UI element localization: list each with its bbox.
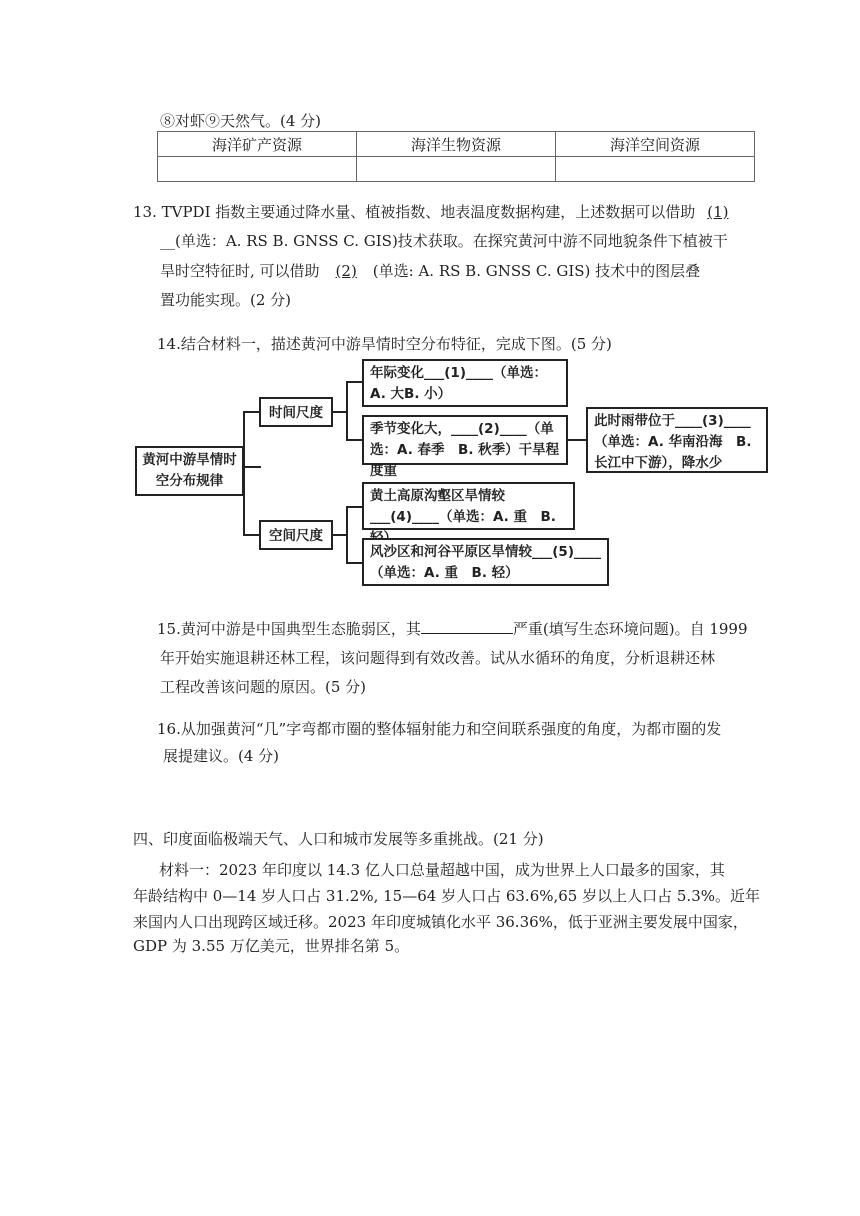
q15-line3: 工程改善该问题的原因。(5 分) <box>160 678 367 696</box>
connector-line <box>346 506 348 564</box>
q13-line3 <box>160 260 700 281</box>
diagram-time-scale: 时间尺度 <box>259 397 333 427</box>
connector-line <box>243 534 260 536</box>
q13-blank-2[interactable]: (2) <box>335 262 357 280</box>
q15-line1 <box>157 618 748 639</box>
q13-line4: 置功能实现。(2 分) <box>160 291 292 309</box>
q15-line2: 年开始实施退耕还林工程，该问题得到有效改善。试从水循环的角度，分析退耕还林 <box>160 649 716 667</box>
q13-blank-1[interactable]: (1) <box>707 203 729 221</box>
table-cell[interactable] <box>357 157 556 182</box>
q13-line2: __(单选：A. RS B. GNSS C. GIS)技术获取。在探究黄河中游不同地貌条件下植被干 <box>160 232 728 250</box>
diagram-root: 黄河中游旱情时空分布规律 <box>135 446 244 496</box>
q16-line2: 展提建议。(4 分) <box>163 747 280 765</box>
diagram-rainbelt: 此时雨带位于____(3)____（单选：A. 华南沿海 B. 长江中下游），降水少 <box>586 407 768 473</box>
resource-table <box>157 131 755 182</box>
connector-line <box>346 381 348 441</box>
table-header: 海洋生物资源 <box>357 132 556 157</box>
table-cell[interactable] <box>556 157 755 182</box>
table-cell[interactable] <box>158 157 357 182</box>
diagram-loess: 黄土高原沟壑区旱情较___(4)____（单选：A. 重 B. <box>362 482 575 530</box>
section4-material-line1: 材料一：2023 年印度以 14.3 亿人口总量超越中国，成为世界上人口最多的国家，其 <box>159 861 725 879</box>
q14-text: 14.结合材料一，描述黄河中游旱情时空分布特征，完成下图。(5 分) <box>157 335 612 353</box>
q16-line1: 16.从加强黄河“几”字弯都市圈的整体辐射能力和空间联系强度的角度，为都市圈的发 <box>157 720 722 738</box>
section4-material-line3: 来国内人口出现跨区域迁移。2023 年印度城镇化水平 36.36%，低于亚洲主要发展中国家， <box>133 913 748 931</box>
section4-title: 四、印度面临极端天气、人口和城市发展等多重挑战。(21 分) <box>133 830 544 848</box>
section4-material-line2: 年龄结构中 0—14 岁人口占 31.2%, 15—64 岁人口占 63.6%,65 岁以上人口占 5.3%。近年 <box>133 887 760 905</box>
table-header: 海洋矿产资源 <box>158 132 357 157</box>
q15-blank[interactable] <box>421 619 513 634</box>
q13-text: 旱时空特征时, 可以借助 <box>160 262 320 280</box>
table-header: 海洋空间资源 <box>556 132 755 157</box>
top-text: ⑧对虾⑨天然气。(4 分) <box>160 112 322 130</box>
q13-text: 13. TVPDI 指数主要通过降水量、植被指数、地表温度数据构建，上述数据可以借助 <box>133 203 696 221</box>
section4-material-line4: GDP 为 3.55 万亿美元，世界排名第 5。 <box>133 937 410 955</box>
diagram-space-scale: 空间尺度 <box>259 520 333 550</box>
diagram-interannual: 年际变化___(1)____（单选：A. 大B. 小） <box>362 359 568 407</box>
diagram-sandy: 风沙区和河谷平原区旱情较___(5)____（单选：A. 重 B. 轻） <box>362 538 609 586</box>
connector-line <box>568 439 588 441</box>
q15-text: 严重(填写生态环境问题)。自 1999 <box>512 620 748 638</box>
q13-text: (单选: A. RS B. GNSS C. GIS) 技术中的图层叠 <box>372 262 701 280</box>
connector-line <box>243 466 261 468</box>
diagram-seasonal: 季节变化大，____(2)____（单选：A. 春季 B. 秋季）干旱程度重 <box>362 415 568 465</box>
q15-text: 15.黄河中游是中国典型生态脆弱区，其 <box>157 620 421 638</box>
q13-line1 <box>133 201 741 222</box>
connector-line <box>243 411 260 413</box>
